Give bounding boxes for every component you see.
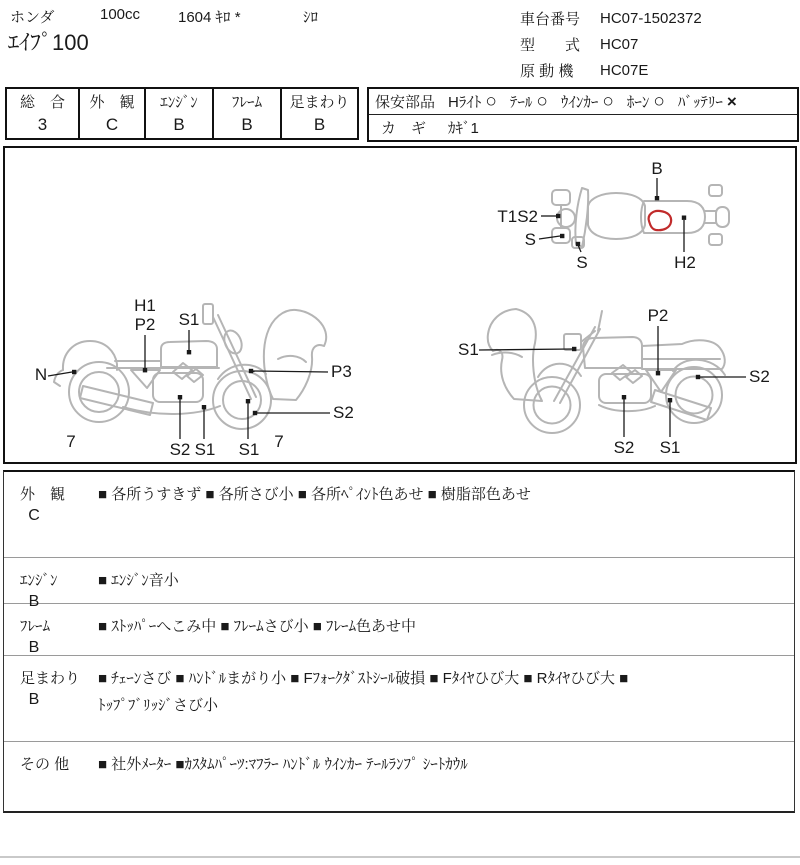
safety-parts-row <box>369 89 797 115</box>
right-side-labels <box>458 306 770 457</box>
condition-label-other-text: その 他 <box>20 756 70 773</box>
right-side-bike-outline <box>488 309 725 433</box>
condition-label-exterior <box>4 472 92 557</box>
label-s1-bottom: S1 <box>659 438 681 457</box>
condition-grade-exterior: C <box>28 507 40 524</box>
label-p3: P3 <box>331 362 352 381</box>
condition-row-engine <box>4 557 794 610</box>
headlight-status-mark: ○ <box>485 91 497 112</box>
label-h1: H1 <box>134 296 156 315</box>
label-seven-front: 7 <box>274 432 284 451</box>
horn-status-mark: ○ <box>653 91 665 112</box>
mileage: 1604 ｷﾛ * <box>178 9 241 26</box>
label-b: B <box>651 159 663 178</box>
condition-line: ■ ｽﾄｯﾊﾟｰへこみ中 ■ ﾌﾚｰﾑさび小 ■ ﾌﾚｰﾑ色あせ中 <box>98 618 417 635</box>
top-view-diagram <box>494 154 794 294</box>
condition-grade-frame: B <box>28 639 40 656</box>
engine-model-label: 原 動 機 <box>520 62 574 80</box>
label-s1-left: S1 <box>458 340 479 359</box>
defect-marker-circle <box>649 211 672 230</box>
headlight-status <box>448 91 497 112</box>
rating-frame <box>212 87 282 140</box>
rating-frame-label: ﾌﾚｰﾑ <box>231 94 262 111</box>
condition-items-engine <box>92 558 794 603</box>
condition-table <box>3 470 795 813</box>
condition-label-undercarriage-text: 足まわり <box>20 670 81 687</box>
rating-exterior-value: C <box>105 115 119 134</box>
condition-line: ﾄｯﾌﾟﾌﾞﾘｯｼﾞさび小 <box>98 697 219 714</box>
rating-overall-value: 3 <box>37 115 48 134</box>
rating-overall <box>5 87 80 140</box>
bottom-divider <box>0 856 800 858</box>
condition-label-frame <box>4 604 92 655</box>
condition-row-other <box>4 741 794 811</box>
label-s-left: S <box>524 230 536 249</box>
condition-label-other <box>4 742 92 811</box>
taillight-label: ﾃｰﾙ <box>509 94 533 111</box>
rating-engine-value: B <box>173 115 185 134</box>
headlight-label: Hﾗｲﾄ <box>448 94 482 111</box>
horn-status <box>627 91 665 112</box>
top-view-bike-outline <box>552 185 729 248</box>
chassis-number-row <box>520 5 702 31</box>
rating-frame-value: B <box>241 115 253 134</box>
condition-row-frame <box>4 603 794 655</box>
label-s1-bottom-front: S1 <box>238 440 260 459</box>
condition-items-other <box>92 742 794 811</box>
damage-diagram-box <box>3 146 797 464</box>
condition-row-undercarriage <box>4 655 794 741</box>
rating-table <box>5 87 359 140</box>
winker-status-mark: ○ <box>602 91 614 112</box>
maker-name: ホンダ <box>10 9 55 26</box>
label-p2-top: P2 <box>647 306 669 325</box>
battery-label: ﾊﾞｯﾃﾘｰ <box>677 94 723 111</box>
label-seven-rear: 7 <box>66 432 76 451</box>
safety-parts-box <box>367 87 799 142</box>
condition-line: ■ 社外ﾒｰﾀｰ ■ｶｽﾀﾑﾊﾟｰﾂ:ﾏﾌﾗｰ ﾊﾝﾄﾞﾙ ｳｲﾝｶｰ ﾃｰﾙﾗﾝﾌﾟ ｼｰﾄｶｳﾙ <box>98 756 468 773</box>
displacement: 100cc <box>100 6 141 23</box>
condition-grade-engine: B <box>28 593 40 610</box>
label-s2-right: S2 <box>333 403 354 422</box>
body-color: ｼﾛ <box>303 9 319 26</box>
condition-label-undercarriage <box>4 656 92 741</box>
vehicle-id-block <box>520 5 702 83</box>
battery-status-mark: × <box>726 92 737 111</box>
condition-label-engine <box>4 558 92 610</box>
taillight-status-mark: ○ <box>536 91 548 112</box>
battery-status <box>678 91 737 112</box>
condition-label-engine-text: ｴﾝｼﾞﾝ <box>20 572 58 589</box>
safety-parts-label: 保安部品 <box>375 94 436 111</box>
chassis-number-label: 車台番号 <box>520 10 581 28</box>
top-view-labels <box>497 159 696 272</box>
condition-items-exterior <box>92 472 794 557</box>
rating-exterior-label: 外 観 <box>89 94 135 111</box>
condition-label-exterior-text: 外 観 <box>20 486 66 503</box>
winker-label: ｳｲﾝｶｰ <box>560 94 599 111</box>
horn-label: ﾎｰﾝ <box>626 94 650 111</box>
label-n: N <box>34 365 48 384</box>
rating-undercarriage-label: 足まわり <box>289 94 350 111</box>
label-s1-top: S1 <box>178 310 200 329</box>
type-row <box>520 31 702 57</box>
condition-line: ■ 各所うすきず ■ 各所さび小 ■ 各所ﾍﾟｲﾝﾄ色あせ ■ 樹脂部色あせ <box>98 486 531 503</box>
label-s1-bottom-mid: S1 <box>194 440 216 459</box>
key-row <box>369 115 797 140</box>
label-t1s2: T1S2 <box>497 207 538 226</box>
type-value: HC07 <box>600 35 639 53</box>
condition-grade-undercarriage: B <box>28 691 40 708</box>
condition-items-frame <box>92 604 794 655</box>
rating-overall-label: 総 合 <box>19 94 65 111</box>
rating-engine <box>144 87 214 140</box>
engine-model-row <box>520 57 702 83</box>
label-h2: H2 <box>674 253 696 272</box>
condition-row-exterior <box>4 472 794 557</box>
condition-items-undercarriage <box>92 656 794 741</box>
label-s-bottom: S <box>576 253 588 272</box>
chassis-number-value: HC07-1502372 <box>600 9 702 27</box>
key-label: カ ギ <box>381 120 427 137</box>
label-s2-right: S2 <box>749 367 770 386</box>
rating-undercarriage <box>280 87 359 140</box>
label-s2-bottom: S2 <box>613 438 635 457</box>
rating-engine-label: ｴﾝｼﾞﾝ <box>160 94 198 111</box>
type-label: 型 式 <box>520 36 581 54</box>
key-value: ｶｷﾞ1 <box>448 120 479 137</box>
condition-line: ■ ﾁｪｰﾝさび ■ ﾊﾝﾄﾞﾙまがり小 ■ Fﾌｫｰｸﾀﾞｽﾄｼｰﾙ破損 ■ Fﾀｲﾔひび大 ■ Rﾀｲﾔひび大 ■ <box>98 670 629 687</box>
condition-label-frame-text: ﾌﾚｰﾑ <box>20 618 51 635</box>
model-name: ｴｲﾌﾟ100 <box>8 30 89 55</box>
taillight-status <box>510 91 548 112</box>
left-side-labels <box>35 296 354 459</box>
right-side-diagram <box>452 297 792 462</box>
label-p2: P2 <box>134 315 156 334</box>
condition-line: ■ ｴﾝｼﾞﾝ音小 <box>98 572 179 589</box>
left-side-diagram <box>27 287 372 472</box>
rating-exterior <box>78 87 146 140</box>
winker-status <box>561 91 614 112</box>
engine-model-value: HC07E <box>600 61 649 79</box>
rating-undercarriage-value: B <box>313 115 326 134</box>
label-s2-bottom: S2 <box>169 440 191 459</box>
